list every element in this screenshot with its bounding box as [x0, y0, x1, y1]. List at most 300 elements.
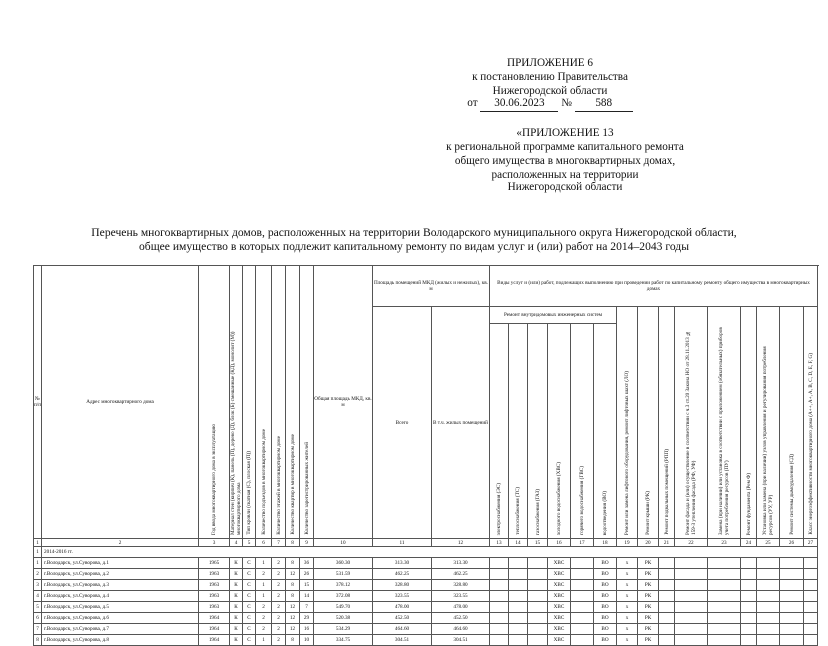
cell-all: 478.00 [373, 602, 432, 613]
cell-entr: 2 [256, 569, 272, 580]
cell-empty [780, 624, 804, 635]
cell-n: 7 [34, 624, 42, 635]
cell-ppl: 10 [300, 635, 314, 646]
cell-mat: К [230, 591, 243, 602]
cell-empty [708, 602, 741, 613]
cell-empty [804, 580, 818, 591]
cell-empty [780, 591, 804, 602]
cell-addr: г.Володарск, ул.Суворова, д.2 [42, 569, 199, 580]
cell-lift: x [617, 624, 638, 635]
cell-rk: РК [638, 613, 659, 624]
cell-res: 452.50 [432, 613, 490, 624]
header-roof-repair: Ремонт крыши (РК) [638, 307, 659, 539]
cell-empty [675, 635, 708, 646]
cell-ppl: 26 [300, 569, 314, 580]
cell-ppl: 15 [300, 580, 314, 591]
cell-n: 8 [34, 635, 42, 646]
cell-empty [659, 624, 675, 635]
cell-res: 323.55 [432, 591, 490, 602]
cell-fl: 2 [272, 591, 286, 602]
cell-empty [659, 602, 675, 613]
header-meters: Замена (при наличии) или установка в соответствии с приложением (обязательных) приборов учета потребления ресурсов (ПУ) [708, 307, 741, 539]
cell-mat: К [230, 602, 243, 613]
col-number: 18 [594, 539, 617, 547]
cell-empty [659, 569, 675, 580]
cell-hvs: ХВС [548, 580, 571, 591]
header-number: № п/п [34, 266, 42, 539]
cell-n: 6 [34, 613, 42, 624]
cell-empty [509, 613, 528, 624]
cell-entr: 1 [256, 635, 272, 646]
cell-empty [675, 602, 708, 613]
cell-mat: К [230, 558, 243, 569]
header-heating: теплоснабжения (ТС) [509, 324, 528, 539]
cell-empty [741, 602, 757, 613]
cell-empty [804, 602, 818, 613]
cell-empty [490, 558, 509, 569]
cell-res: 464.60 [432, 624, 490, 635]
col-number: 26 [780, 539, 804, 547]
cell-hvs: ХВС [548, 569, 571, 580]
cell-empty [490, 613, 509, 624]
header-wall-material: Материал стен (кирпич (К), панель (П), дерево (Д), блок (Б) смешанные (КД), монолит (М)) многоквартирного дома [230, 266, 243, 539]
cell-empty [528, 569, 548, 580]
cell-addr: г.Володарск, ул.Суворова, д.1 [42, 558, 199, 569]
cell-empty [708, 558, 741, 569]
header-drainage: водоотведения (ВО) [594, 324, 617, 539]
cell-addr: г.Володарск, ул.Суворова, д.6 [42, 613, 199, 624]
cell-roof: С [243, 602, 256, 613]
cell-empty [741, 558, 757, 569]
cell-lift: x [617, 580, 638, 591]
col-number: 6 [256, 539, 272, 547]
cell-n: 4 [34, 591, 42, 602]
program-reference: к региональной программе капитального ремонта [446, 141, 684, 153]
cell-empty [509, 580, 528, 591]
header-flats: Количество квартир в многоквартирном доме [286, 266, 300, 539]
cell-rk: РК [638, 635, 659, 646]
col-number: 16 [548, 539, 571, 547]
col-number: 10 [314, 539, 373, 547]
decree-date-line [400, 96, 700, 112]
program-region: Нижегородской области [507, 181, 623, 193]
cell-fl: 2 [272, 569, 286, 580]
cell-empty [490, 635, 509, 646]
cell-vo: ВО [594, 624, 617, 635]
program-reference-2: общего имущества в многоквартирных домах, [454, 155, 676, 167]
col-number: 25 [757, 539, 780, 547]
cell-empty [490, 569, 509, 580]
header-premises-area: Площадь помещений МКД (жилых и нежилых), кв. м [373, 266, 490, 307]
cell-mat: К [230, 580, 243, 591]
cell-vo: ВО [594, 580, 617, 591]
program-reference-3: расположенных на территории [491, 169, 639, 181]
cell-mat: К [230, 569, 243, 580]
header-total-area: Общая площадь МКД, кв. м [314, 266, 373, 539]
cell-mat: К [230, 613, 243, 624]
col-number: 1 [34, 539, 42, 547]
cell-all: 313.30 [373, 558, 432, 569]
cell-mat: К [230, 635, 243, 646]
table-row [34, 635, 818, 646]
header-area-residential: В т.ч. жилых помещений [432, 307, 490, 539]
col-number: 24 [741, 539, 757, 547]
cell-lift: x [617, 591, 638, 602]
cell-all: 452.50 [373, 613, 432, 624]
number-sign: № [561, 97, 572, 109]
cell-year: 1963 [199, 602, 230, 613]
cell-addr: г.Володарск, ул.Суворова, д.5 [42, 602, 199, 613]
cell-empty [528, 591, 548, 602]
cell-entr: 1 [256, 580, 272, 591]
cell-empty [708, 624, 741, 635]
document-subtitle: общее имущество в которых подлежит капитальному ремонту по видам услуг и (или) работ на 2014–2043 годы [139, 240, 689, 253]
cell-total: 531.59 [314, 569, 373, 580]
cell-all: 323.55 [373, 591, 432, 602]
cell-ppl: 14 [300, 591, 314, 602]
cell-fl: 2 [272, 558, 286, 569]
header-hot-water: горячего водоснабжения (ГВС) [571, 324, 594, 539]
cell-total: 372.08 [314, 591, 373, 602]
cell-total: 378.12 [314, 580, 373, 591]
header-energy-class: Класс энергоэффективности многоквартирного дома (A++, A+, A, B, C, D, E, F, G) [804, 307, 818, 539]
cell-empty [571, 558, 594, 569]
cell-fl: 2 [272, 602, 286, 613]
cell-total: 334.75 [314, 635, 373, 646]
cell-year: 1963 [199, 569, 230, 580]
cell-total: 549.70 [314, 602, 373, 613]
date-prefix: от [467, 97, 478, 109]
cell-year: 1963 [199, 580, 230, 591]
col-number: 17 [571, 539, 594, 547]
cell-all: 462.25 [373, 569, 432, 580]
cell-year: 1964 [199, 624, 230, 635]
cell-empty [528, 558, 548, 569]
cell-entr: 2 [256, 624, 272, 635]
cell-empty [675, 624, 708, 635]
cell-empty [571, 602, 594, 613]
col-number: 27 [804, 539, 818, 547]
cell-empty [675, 591, 708, 602]
cell-vo: ВО [594, 558, 617, 569]
cell-empty [675, 569, 708, 580]
cell-rk: РК [638, 569, 659, 580]
cell-empty [659, 558, 675, 569]
col-number: 23 [708, 539, 741, 547]
cell-empty [804, 569, 818, 580]
cell-empty [708, 569, 741, 580]
col-number: 3 [199, 539, 230, 547]
col-number: 8 [286, 539, 300, 547]
cell-empty [780, 558, 804, 569]
cell-empty [571, 624, 594, 635]
cell-entr: 2 [256, 602, 272, 613]
cell-lift: x [617, 558, 638, 569]
cell-empty [571, 613, 594, 624]
cell-year: 1964 [199, 635, 230, 646]
cell-roof: С [243, 569, 256, 580]
cell-empty [571, 580, 594, 591]
cell-flats: 8 [286, 558, 300, 569]
cell-empty [571, 591, 594, 602]
header-residents: Количество зарегистрированных жителей [300, 266, 314, 539]
cell-hvs: ХВС [548, 602, 571, 613]
cell-hvs: ХВС [548, 613, 571, 624]
cell-hvs: ХВС [548, 635, 571, 646]
col-number: 13 [490, 539, 509, 547]
cell-lift: x [617, 613, 638, 624]
cell-empty [741, 569, 757, 580]
cell-all: 328.80 [373, 580, 432, 591]
table-row [34, 602, 818, 613]
col-number: 7 [272, 539, 286, 547]
decree-date: 30.06.2023 [480, 96, 558, 112]
header-internal-systems: Ремонт внутридомовых инженерных систем [490, 307, 617, 324]
cell-roof: С [243, 591, 256, 602]
cell-flats: 12 [286, 569, 300, 580]
cell-n: 2 [34, 569, 42, 580]
region-name: Нижегородской области [492, 85, 608, 97]
header-address: Адрес многоквартирного дома [42, 266, 199, 539]
appendix-6-heading: ПРИЛОЖЕНИЕ 6 [506, 57, 593, 69]
cell-lift: x [617, 635, 638, 646]
col-number: 14 [509, 539, 528, 547]
col-number: 19 [617, 539, 638, 547]
cell-empty [571, 635, 594, 646]
cell-roof: С [243, 558, 256, 569]
cell-empty [708, 591, 741, 602]
header-year-built: Год ввода многоквартирного дома в эксплуатацию [199, 266, 230, 539]
cell-empty [804, 558, 818, 569]
header-smoke-removal: Ремонт системы дымоудаления (СД) [780, 307, 804, 539]
cell-n: 3 [34, 580, 42, 591]
cell-empty [757, 591, 780, 602]
header-entrances: Количество подъездов в многоквартирном доме [256, 266, 272, 539]
cell-flats: 8 [286, 580, 300, 591]
cell-empty [757, 558, 780, 569]
cell-empty [757, 569, 780, 580]
cell-addr: г.Володарск, ул.Суворова, д.7 [42, 624, 199, 635]
header-foundation: Ремонт фундамента (Рем Ф) [741, 307, 757, 539]
header-lift: Ремонт или замена лифтового оборудования, ремонт лифтовых шахт (ЛО) [617, 307, 638, 539]
cell-empty [741, 635, 757, 646]
cell-addr: г.Володарск, ул.Суворова, д.3 [42, 580, 199, 591]
cell-empty [780, 635, 804, 646]
cell-hvs: ХВС [548, 558, 571, 569]
cell-ppl: 29 [300, 613, 314, 624]
table-row [34, 591, 818, 602]
cell-addr: г.Володарск, ул.Суворова, д.4 [42, 591, 199, 602]
cell-addr: г.Володарск, ул.Суворова, д.8 [42, 635, 199, 646]
housing-registry-table [33, 265, 818, 646]
cell-empty [675, 580, 708, 591]
cell-empty [528, 624, 548, 635]
cell-roof: С [243, 624, 256, 635]
cell-empty [509, 624, 528, 635]
table-row [34, 569, 818, 580]
cell-empty [757, 602, 780, 613]
col-number: 22 [675, 539, 708, 547]
appendix-13-heading: «ПРИЛОЖЕНИЕ 13 [516, 127, 614, 139]
header-control-nodes: Установка или замена (при наличии) узлов управления и регулирования потребления ресурсов (УУ, УР) [757, 307, 780, 539]
col-number: 15 [528, 539, 548, 547]
cell-flats: 12 [286, 602, 300, 613]
cell-empty [509, 569, 528, 580]
cell-empty [490, 580, 509, 591]
cell-all: 464.60 [373, 624, 432, 635]
cell-empty [528, 635, 548, 646]
cell-empty [708, 613, 741, 624]
header-basement: Ремонт подвальных помещений (РПП) [659, 307, 675, 539]
cell-year: 1964 [199, 613, 230, 624]
cell-res: 478.00 [432, 602, 490, 613]
cell-lift: x [617, 602, 638, 613]
cell-rk: РК [638, 624, 659, 635]
cell-empty [490, 624, 509, 635]
cell-empty [509, 558, 528, 569]
table-row [34, 558, 818, 569]
cell-hvs: ХВС [548, 591, 571, 602]
header-electricity: электроснабжения (ЭС) [490, 324, 509, 539]
cell-roof: С [243, 580, 256, 591]
header-roof-type: Тип кровли (скатная (С), плоская (П)) [243, 266, 256, 539]
cell-empty [741, 624, 757, 635]
header-floors: Количество этажей в многоквартирном доме [272, 266, 286, 539]
cell-vo: ВО [594, 613, 617, 624]
cell-hvs: ХВС [548, 624, 571, 635]
cell-empty [741, 580, 757, 591]
cell-all: 304.51 [373, 635, 432, 646]
header-gas: газоснабжения (ГАЗ) [528, 324, 548, 539]
cell-res: 328.80 [432, 580, 490, 591]
cell-n: 1 [34, 558, 42, 569]
col-number: 5 [243, 539, 256, 547]
cell-year: 1965 [199, 558, 230, 569]
col-number: 12 [432, 539, 490, 547]
cell-empty [675, 613, 708, 624]
cell-empty [659, 591, 675, 602]
col-number: 9 [300, 539, 314, 547]
cell-empty [804, 624, 818, 635]
header-facade: Ремонт фасада и (или) осуществление в соответствии с ч.3 ст.20 Закона НО от 28.11.2013 № 159-З утепления фасада (РФ, УФ) [675, 307, 708, 539]
table-row [34, 580, 818, 591]
cell-flats: 12 [286, 613, 300, 624]
cell-total: 520.38 [314, 613, 373, 624]
cell-ppl: 36 [300, 558, 314, 569]
cell-total: 534.29 [314, 624, 373, 635]
cell-empty [528, 613, 548, 624]
cell-n: 5 [34, 602, 42, 613]
header-area-all: Всего [373, 307, 432, 539]
cell-rk: РК [638, 591, 659, 602]
cell-entr: 2 [256, 613, 272, 624]
cell-empty [804, 591, 818, 602]
cell-empty [741, 613, 757, 624]
cell-res: 304.51 [432, 635, 490, 646]
cell-vo: ВО [594, 591, 617, 602]
cell-total: 360.30 [314, 558, 373, 569]
cell-flats: 12 [286, 624, 300, 635]
cell-vo: ВО [594, 602, 617, 613]
cell-empty [509, 635, 528, 646]
decree-number: 588 [575, 96, 633, 112]
col-number: 11 [373, 539, 432, 547]
cell-empty [708, 580, 741, 591]
cell-empty [804, 635, 818, 646]
cell-rk: РК [638, 580, 659, 591]
cell-rk: РК [638, 558, 659, 569]
cell-empty [757, 613, 780, 624]
header-cold-water: холодного водоснабжения (ХВС) [548, 324, 571, 539]
cell-res: 313.30 [432, 558, 490, 569]
cell-empty [757, 624, 780, 635]
cell-empty [804, 613, 818, 624]
cell-mat: К [230, 624, 243, 635]
cell-empty [757, 580, 780, 591]
cell-empty [780, 580, 804, 591]
cell-flats: 8 [286, 635, 300, 646]
cell-empty [757, 635, 780, 646]
cell-empty [659, 580, 675, 591]
cell-empty [741, 591, 757, 602]
cell-fl: 2 [272, 613, 286, 624]
cell-empty [780, 569, 804, 580]
col-number: 4 [230, 539, 243, 547]
cell-rk: РК [638, 602, 659, 613]
decree-reference: к постановлению Правительства [472, 71, 628, 83]
cell-ppl: 7 [300, 602, 314, 613]
table-row [34, 624, 818, 635]
cell-empty [571, 569, 594, 580]
cell-empty [509, 591, 528, 602]
cell-ppl: 16 [300, 624, 314, 635]
cell-fl: 2 [272, 624, 286, 635]
table-row [34, 613, 818, 624]
cell-empty [509, 602, 528, 613]
col-number: 20 [638, 539, 659, 547]
cell-entr: 1 [256, 591, 272, 602]
cell-empty [675, 558, 708, 569]
cell-empty [659, 635, 675, 646]
cell-year: 1963 [199, 591, 230, 602]
cell-empty [490, 591, 509, 602]
cell-fl: 2 [272, 580, 286, 591]
period-number: 1 [34, 547, 42, 558]
cell-fl: 2 [272, 635, 286, 646]
col-number: 21 [659, 539, 675, 547]
column-numbers-row [34, 539, 818, 547]
cell-roof: С [243, 613, 256, 624]
cell-vo: ВО [594, 569, 617, 580]
cell-empty [780, 602, 804, 613]
cell-lift: x [617, 569, 638, 580]
cell-empty [528, 580, 548, 591]
col-number: 2 [42, 539, 199, 547]
cell-roof: С [243, 635, 256, 646]
cell-entr: 1 [256, 558, 272, 569]
header-works-types: Виды услуг и (или) работ, подлежащих выполнению при проведении работ по капитальному ремонту общего имущества в многоквартирных домах [490, 266, 818, 307]
cell-empty [659, 613, 675, 624]
cell-empty [708, 635, 741, 646]
cell-empty [528, 602, 548, 613]
period-row [34, 547, 818, 558]
cell-res: 462.25 [432, 569, 490, 580]
cell-empty [780, 613, 804, 624]
document-title: Перечень многоквартирных домов, расположенных на территории Володарского муниципального округа Нижегородской области, [91, 226, 737, 239]
period-label: 2014-2016 гг. [42, 547, 818, 558]
cell-flats: 8 [286, 591, 300, 602]
cell-vo: ВО [594, 635, 617, 646]
